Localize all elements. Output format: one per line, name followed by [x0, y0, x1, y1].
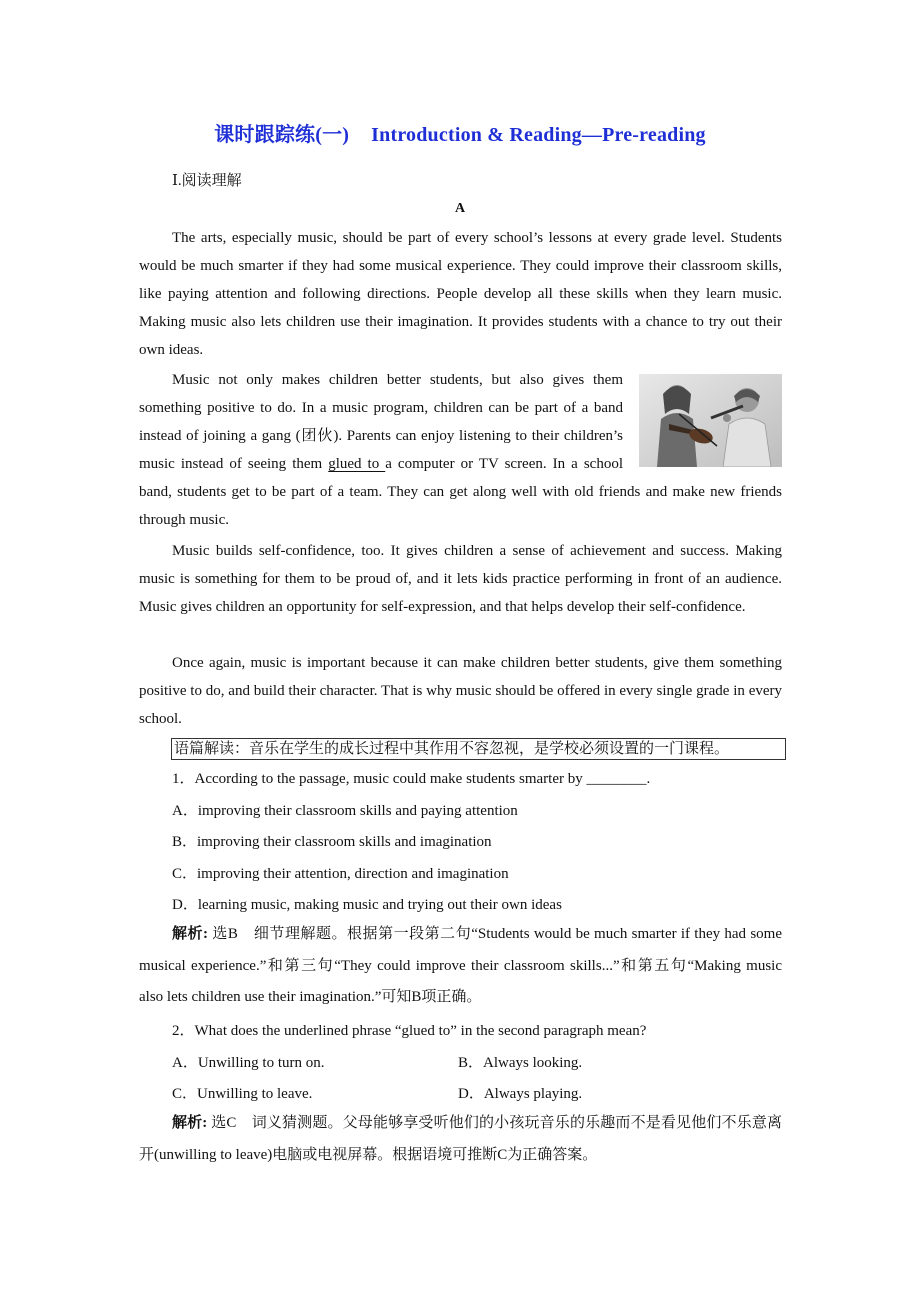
explanation-label: 解析:: [172, 1115, 208, 1131]
question-1-stem: 1．According to the passage, music could make students smarter by ________.: [172, 771, 651, 787]
children-music-photo: [639, 374, 782, 467]
underlined-phrase: glued to: [328, 456, 386, 472]
question-2-explanation: [139, 1108, 782, 1171]
question-2-option-a: A．Unwilling to turn on.: [172, 1055, 325, 1071]
passage-summary-box: 语篇解读：音乐在学生的成长过程中其作用不容忽视，是学校必须设置的一门课程。: [171, 738, 786, 760]
question-2-option-d: D．Always playing.: [458, 1086, 583, 1102]
explanation-text: 选B 细节理解题。根据第一段第二句“Students would be much smarter if they had some musical experience.”和第三句“They could improve their classroom skills...”和第五句“Making music also lets children use their imagination.”可知B项正确。: [139, 926, 782, 1005]
title-english: Introduction & Reading—Pre-reading: [371, 124, 706, 146]
question-1-option-d: D．learning music, making music and trying out their own ideas: [172, 897, 562, 913]
explanation-label: 解析:: [172, 926, 209, 942]
question-1-explanation: [139, 919, 782, 1014]
title-chinese: 课时跟踪练(一): [214, 124, 350, 146]
question-2-option-c: C．Unwilling to leave.: [172, 1086, 313, 1102]
passage-paragraph-1: The arts, especially music, should be part of every school’s lessons at every grade level. Students would be much smarter if they had some musical experience. They could improve their classroom skills, like paying attention and following directions. People develop all these skills when they learn music. Making music also lets children use their imagination. It provides students with a chance to try out their own ideas.: [139, 230, 782, 358]
children-playing-instruments-icon: [639, 374, 782, 467]
question-1-option-c: C．improving their attention, direction and imagination: [172, 866, 509, 882]
page-title: [0, 118, 920, 147]
passage-letter: A: [454, 201, 466, 216]
section-heading: Ⅰ.阅读理解: [172, 173, 242, 189]
question-2-stem: 2．What does the underlined phrase “glued to” in the second paragraph mean?: [172, 1023, 647, 1039]
passage-paragraph-3: Music builds self-confidence, too. It gives children a sense of achievement and success. Making music is something for them to be proud of, and it lets kids practice performing in front of an audience. Music gives children an opportunity for self-expression, and that helps develop their self-confidence.: [139, 543, 782, 615]
question-2-option-b: B．Always looking.: [458, 1055, 583, 1071]
passage-paragraph-2: [139, 366, 782, 534]
question-1-option-b: B．improving their classroom skills and imagination: [172, 834, 492, 850]
explanation-text: 选C 词义猜测题。父母能够享受听他们的小孩玩音乐的乐趣而不是看见他们不乐意离开(unwilling to leave)电脑或电视屏幕。根据语境可推断C为正确答案。: [139, 1115, 782, 1163]
paragraph-2-text-a: Music not only makes children better students, but also gives them something positive to do. In a music program, children can be part of a band instead of joining a gang (团伙). Parents can enjoy listening to their children’s music instead of seeing them: [139, 372, 623, 472]
paragraph-2-text-b: a computer or TV screen. In a school band, students get to be part of a team. They can get along well with old friends and make new friends through music.: [139, 456, 782, 528]
question-1-option-a: A．improving their classroom skills and paying attention: [172, 803, 518, 819]
passage-paragraph-4: Once again, music is important because it can make children better students, give them something positive to do, and build their character. That is why music should be offered in every single grade in every school.: [139, 655, 782, 727]
